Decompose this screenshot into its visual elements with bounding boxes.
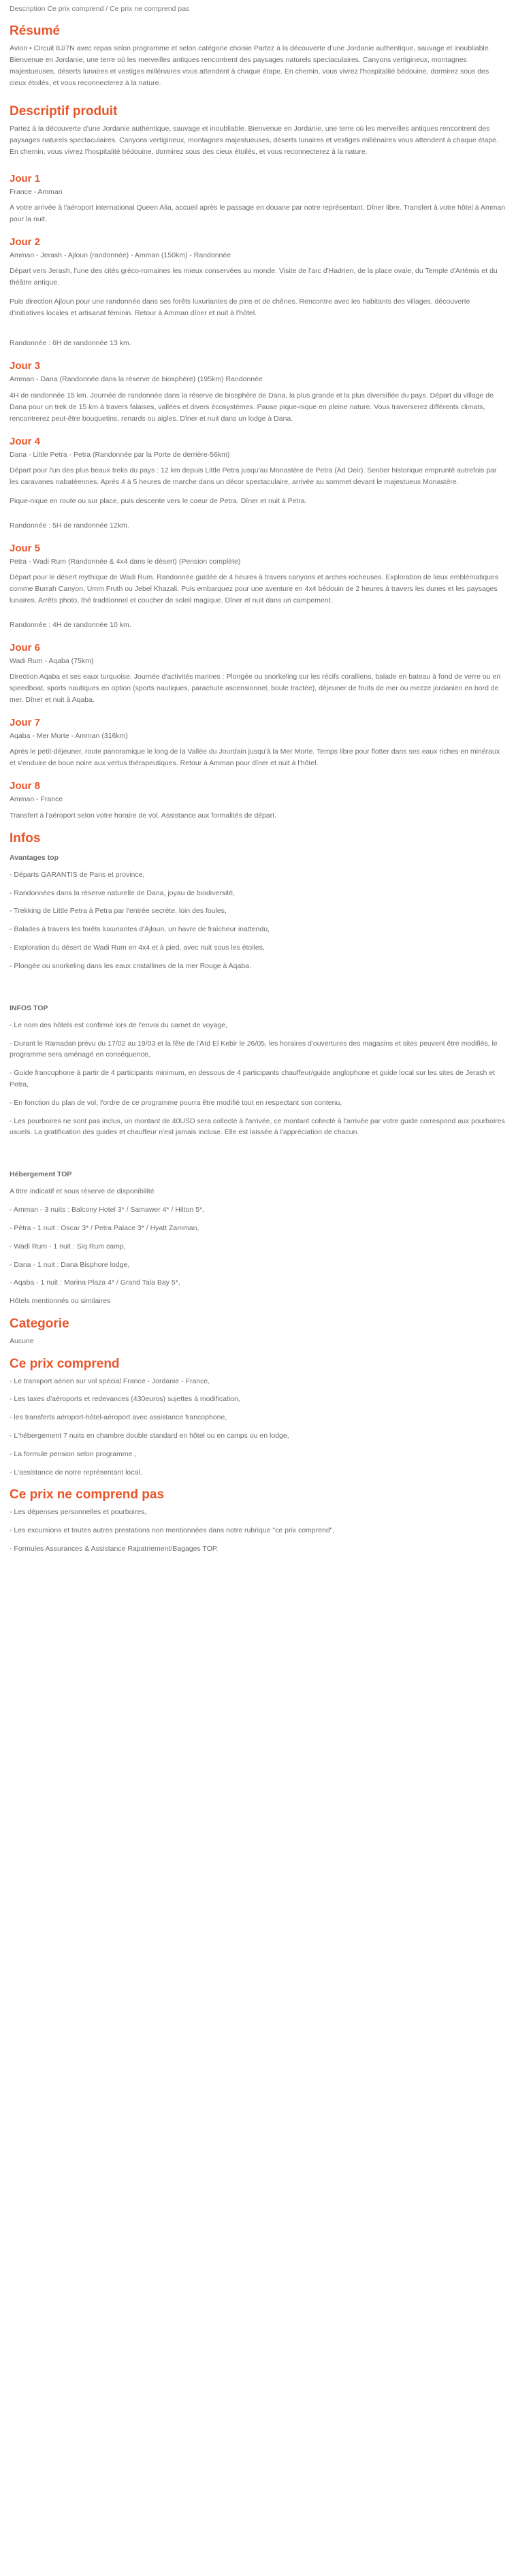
list-item: - Départs GARANTIS de Paris et province, bbox=[10, 870, 145, 879]
day-paragraph: Départ vers Jerash, l'une des cités gréco-romaines les mieux conservées au monde. Visite de l'arc d'Hadrien, de la place ovale, du Temple d'Artémis et du théâtre antique. bbox=[10, 267, 498, 287]
day-title-5: Jour 5 bbox=[10, 542, 41, 554]
day-paragraph: Après le petit-déjeuner, route panoramique le long de la Vallée du Jourdain jusqu'à la Mer Morte. Temps libre pour flotter dans ses eaux riches en minéraux et s'enduire de boue noire aux vertus thérapeutiques. Retour à Amman pour dîner et nuit à l'hôtel. bbox=[10, 747, 500, 768]
section-title-infos: Infos bbox=[10, 831, 41, 846]
section-title-categorie: Categorie bbox=[10, 1316, 69, 1331]
list-item: - Guide francophone à partir de 4 participants minimum, en dessous de 4 participants chauffeur/guide anglophone et guide local sur les sites de Jerash et Petra, bbox=[10, 1069, 496, 1089]
section-title-comprend: Ce prix comprend bbox=[10, 1356, 120, 1371]
list-item: - Wadi Rum - 1 nuit : Siq Rum camp, bbox=[10, 1242, 126, 1251]
list-item: - Balades à travers les forêts luxuriantes d'Ajloun, un havre de fraîcheur inattendu, bbox=[10, 925, 270, 934]
subsection-title-hebergement: Hébergement TOP bbox=[10, 1170, 72, 1179]
section-title-resume: Résumé bbox=[10, 24, 60, 39]
day-paragraph: Pique-nique en route ou sur place, puis descente vers le coeur de Petra. Dîner et nuit à Petra. bbox=[10, 496, 307, 505]
day-paragraph: À votre arrivée à l'aéroport international Queen Alia, accueil après le passage en douane par notre représentant. Dîner libre. Transfert à votre hôtel à Amman pour la nuit. bbox=[10, 204, 506, 224]
subsection-title-avantages: Avantages top bbox=[10, 853, 59, 862]
list-item: - Les dépenses personnelles et pourboires, bbox=[10, 1508, 147, 1517]
ne-comprend-pas-list bbox=[10, 1507, 506, 1554]
day-paragraph: Départ pour le désert mythique de Wadi Rum. Randonnée guidée de 4 heures à travers canyons et arches rocheuses. Exploration de lieux emblématiques comme Burrah Canyon, Umm Fruth ou Jebel Khazali. Puis embarquez pour une aventure en 4x4 bédouin de 2 heures à travers les dunes et les paysages lunaires. Arrêts photo, thé traditionnel et coucher de soleil magique. Dîner et nuit dans un campement. bbox=[10, 573, 499, 605]
section-title-ne-comprend-pas: Ce prix ne comprend pas bbox=[10, 1487, 165, 1502]
day-paragraph: 4H de randonnée 15 km. Journée de randonnée dans la réserve de biosphère de Dana, la plus grande et la plus diversifiée du pays. Départ du village de Dana pour un trek de 15 km à travers falaises, vallées et divers écosystèmes. Pause pique-nique en pleine nature. Vous traverserez différents climats, rencontrerez peut-être bouquetins, renards ou aigles. Dîner et nuit dans un lodge à Dana. bbox=[10, 391, 494, 423]
day-subtitle-4: Dana - Little Petra - Petra (Randonnée par la Porte de derrière-56km) bbox=[10, 450, 230, 459]
list-item: - Pétra - 1 nuit : Oscar 3* / Petra Palace 3* / Hyatt Zamman, bbox=[10, 1223, 199, 1232]
list-item: - La formule pension selon programme , bbox=[10, 1449, 137, 1458]
day-paragraph: Transfert à l'aéroport selon votre horaire de vol. Assistance aux formalités de départ. bbox=[10, 811, 277, 820]
day-distance: Randonnée : 5H de randonnée 12km. bbox=[10, 521, 129, 530]
list-item: - L'assistance de notre représentant local. bbox=[10, 1468, 142, 1477]
day-distance: Randonnée : 6H de randonnée 13 km. bbox=[10, 339, 131, 348]
list-item: - Aqaba - 1 nuit : Marina Plaza 4* / Grand Tala Bay 5*, bbox=[10, 1278, 180, 1287]
day-title-7: Jour 7 bbox=[10, 717, 41, 729]
day-paragraph: Puis direction Ajloun pour une randonnée dans ses forêts luxuriantes de pins et de chênes. Rencontre avec les habitants des villages, découverte d'initiatives locales et artisanat féminin. Retour à Amman dîner et nuit à l'hôtel. bbox=[10, 297, 470, 318]
list-item: - Amman - 3 nuits : Balcony Hotel 3* / Samawer 4* / Hilton 5*, bbox=[10, 1206, 204, 1214]
list-item: - Les taxes d'aéroports et redevances (430euros) sujettes à modification, bbox=[10, 1395, 240, 1404]
avantages-list bbox=[10, 869, 506, 972]
hebergement-list bbox=[10, 1186, 506, 1307]
list-item: - Dana - 1 nuit : Dana Bisphore lodge, bbox=[10, 1260, 130, 1269]
day-title-8: Jour 8 bbox=[10, 780, 41, 792]
list-item: - En fonction du plan de vol, l'ordre de ce programme pourra être modifié tout en respectant son contenu, bbox=[10, 1098, 342, 1107]
list-item: - Les pourboires ne sont pas inclus, un montant de 40USD sera collecté à l'arrivée, ce montant collecté à l'arrivée par votre guide correspond aux pourboires usuels. La gratification des guides et chauffeur n'est jamais incluse. Elle est laissée à l'appréciation de chacun. bbox=[10, 1116, 505, 1137]
day-subtitle-6: Wadi Rum - Aqaba (75km) bbox=[10, 657, 94, 665]
comprend-list bbox=[10, 1376, 506, 1479]
section-text-descriptif: Partez à la découverte d'une Jordanie authentique, sauvage et inoubliable. Bienvenue en Jordanie, une terre où les merveilles antiques rencontrent des paysages naturels spectaculaires. Canyons vertigineux, montagnes majestueuses, déserts lunaires et vestiges millénaires vous attendent à chaque étape. En chemin, vous vivrez l'hospitalité bédouine, dormirez sous des cieux étoilés, et vous reconnecterez à la nature. bbox=[10, 124, 498, 156]
day-paragraph: Direction Aqaba et ses eaux turquoise. Journée d'activités marines : Plongée ou snorkeling sur les récifs coralliens, balade en bateau à fond de verre ou en speedboat, sports nautiques en option (sports nautiques, parachute ascensionnel, boule tractée), déjeuner de fruits de mer ou mezze jordanien en bord de mer. Dîner et nuit à Aqaba. bbox=[10, 673, 501, 705]
day-title-1: Jour 1 bbox=[10, 172, 41, 184]
list-item: - Le nom des hôtels est confirmé lors de l'envoi du carnet de voyage, bbox=[10, 1020, 228, 1029]
day-subtitle-5: Petra - Wadi Rum (Randonnée & 4x4 dans le désert) (Pension complète) bbox=[10, 557, 241, 566]
day-title-4: Jour 4 bbox=[10, 435, 41, 447]
infos-top-list bbox=[10, 1020, 506, 1138]
list-item: A titre indicatif et sous réserve de disponibilité bbox=[10, 1187, 155, 1196]
list-item: - Plongée ou snorkeling dans les eaux cristallines de la mer Rouge à Aqaba. bbox=[10, 961, 251, 970]
day-subtitle-3: Amman - Dana (Randonnée dans la réserve de biosphère) (195km) Randonnée bbox=[10, 375, 263, 384]
list-item: - Les excursions et toutes autres prestations non mentionnées dans notre rubrique "ce prix comprend", bbox=[10, 1526, 335, 1534]
list-item: - Durant le Ramadan prévu du 17/02 au 19/03 et la fête de l'Aïd El Kebir le 26/05, les horaires d'ouvertures des magasins et sites peuvent être modifiés, le programme sera aménagé en conséquence, bbox=[10, 1039, 498, 1059]
day-paragraph: Départ pour l'un des plus beaux treks du pays : 12 km depuis Little Petra jusqu'au Monastère de Petra (Ad Deir). Sentier historique empruntê autrefois par les caravanes nabatéennes. Après 4 à 5 heures de marche dans un décor spectaculaire, arrivée au sommet devant le majestueux Monastère. bbox=[10, 466, 497, 486]
list-item: - Randonnées dans la réserve naturelle de Dana, joyau de biodiversité, bbox=[10, 888, 235, 897]
section-title-descriptif: Descriptif produit bbox=[10, 104, 118, 119]
day-subtitle-8: Amman - France bbox=[10, 795, 63, 804]
list-item: - Le transport aérien sur vol spécial France - Jordanie - France, bbox=[10, 1376, 210, 1385]
list-item: - Formules Assurances & Assistance Rapatriement/Bagages TOP. bbox=[10, 1544, 219, 1553]
day-title-2: Jour 2 bbox=[10, 236, 41, 248]
list-item: - Exploration du désert de Wadi Rum en 4x4 et à pied, avec nuit sous les étoiles, bbox=[10, 943, 265, 952]
subsection-title-infos-top: INFOS TOP bbox=[10, 1003, 48, 1012]
list-item: Hôtels mentionnés ou similaires bbox=[10, 1297, 111, 1306]
day-title-6: Jour 6 bbox=[10, 642, 41, 654]
day-subtitle-2: Amman - Jerash - Ajloun (randonnée) - Amman (150km) - Randonnée bbox=[10, 251, 231, 260]
day-subtitle-1: France - Amman bbox=[10, 187, 63, 196]
section-text-resume: Avion • Circuit 8J/7N avec repas selon programme et selon catégorie choisie Partez à la découverte d'une Jordanie authentique, sauvage et inoubliable. Bienvenue en Jordanie, une terre où les merveilles antiques rencontrent des paysages naturels spectaculaires. Canyons vertigineux, montagnes majestueuses, déserts lunaires et vestiges millénaires vous attendent à chaque étape. En chemin, vous vivrez l'hospitalité bédouine, dormirez sous des cieux étoilés, et vous reconnecterez à la nature. bbox=[10, 44, 491, 88]
list-item: - Trekking de Little Petra à Petra par l'entrée secrète, loin des foules, bbox=[10, 907, 227, 916]
list-item: - L'hébergement 7 nuits en chambre double standard en hôtel ou en camps ou en lodge, bbox=[10, 1431, 289, 1440]
day-distance: Randonnée : 4H de randonnée 10 km. bbox=[10, 621, 131, 629]
list-item: - les transferts aéroport-hôtel-aéroport avec assistance francophone, bbox=[10, 1413, 227, 1422]
document-header-line: Description Ce prix comprend / Ce prix ne comprend pas bbox=[10, 5, 190, 13]
categorie-value: Aucune bbox=[10, 1336, 34, 1345]
day-subtitle-7: Aqaba - Mer Morte - Amman (316km) bbox=[10, 732, 128, 741]
day-title-3: Jour 3 bbox=[10, 360, 41, 372]
